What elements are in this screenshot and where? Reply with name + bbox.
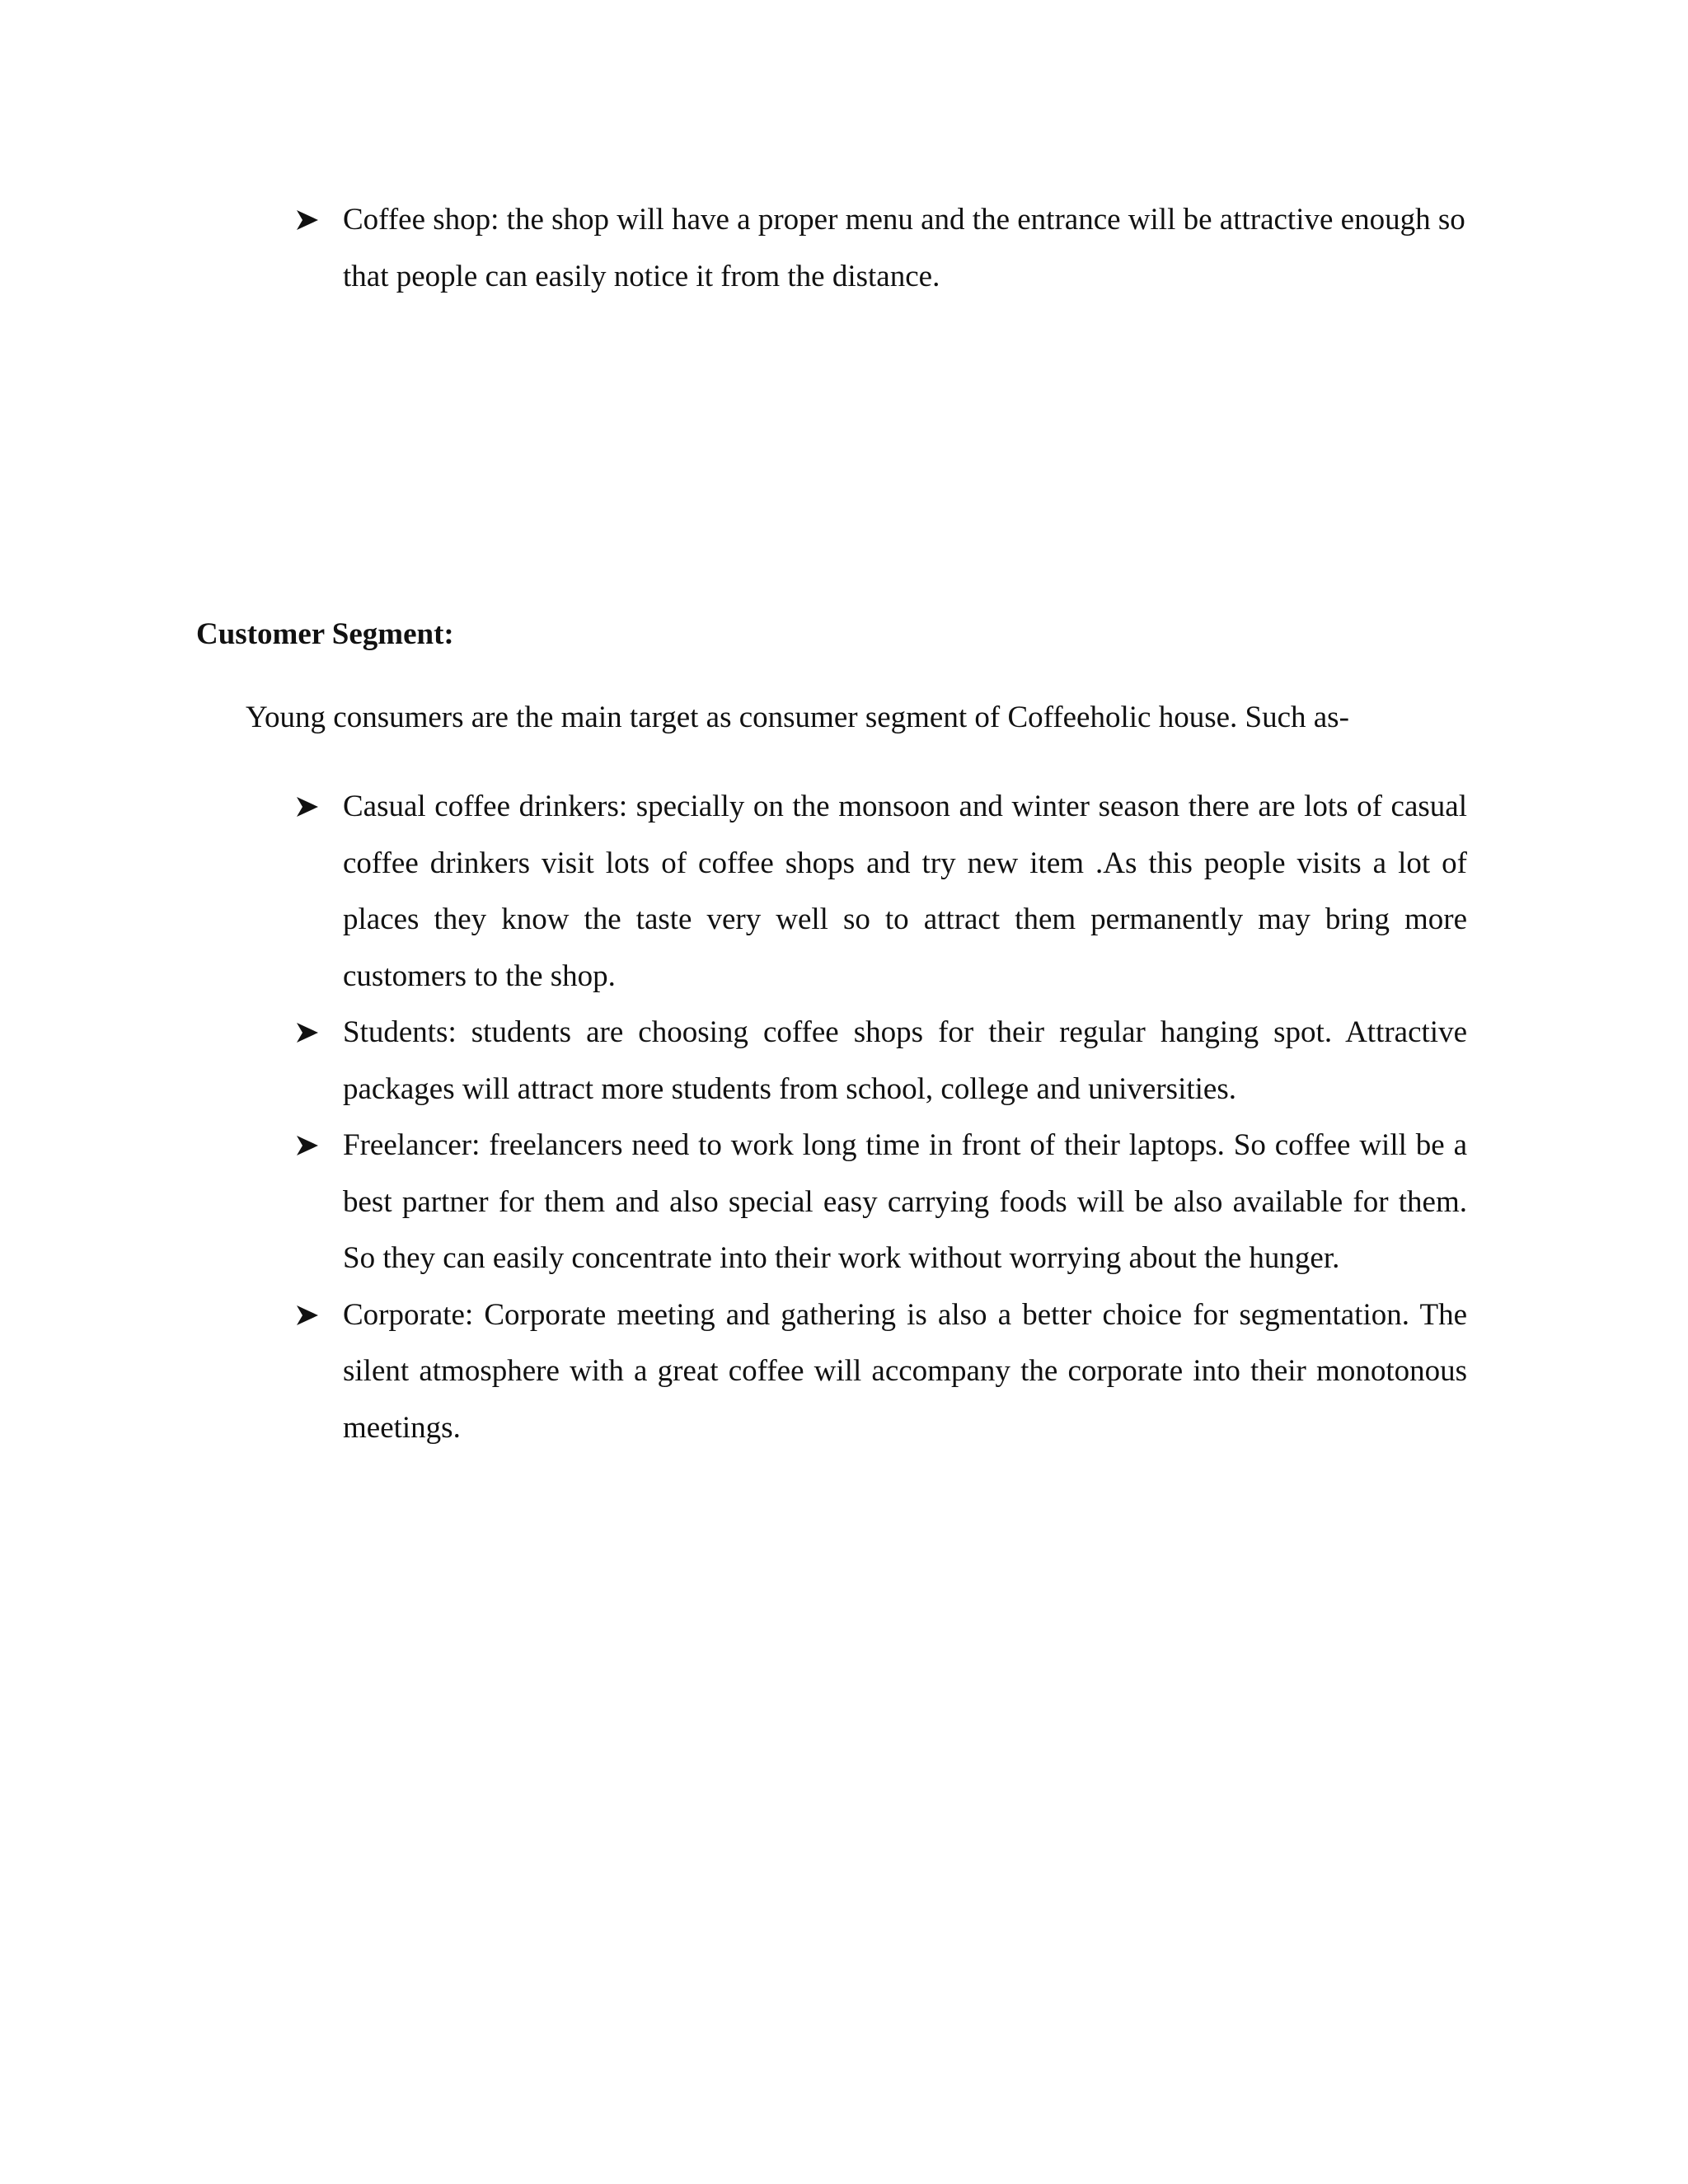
- list-item-text: Corporate: Corporate meeting and gathering is also a better choice for segmentation. The silent atmosphere with a great coffee will accompany the corporate into their monotonous meetings.: [343, 1297, 1467, 1445]
- section-intro: Young consumers are the main target as consumer segment of Coffeeholic house. Such as-: [246, 701, 1349, 734]
- customer-segment-list: [295, 779, 1467, 1456]
- arrowhead-bullet-icon: [295, 1133, 320, 1158]
- list-item-text: Casual coffee drinkers: specially on the monsoon and winter season there are lots of casual coffee drinkers visit lots of coffee shops and try new item .As this people visits a lot of places they know the taste very well so to attract them permanently may bring more customers to the shop.: [343, 790, 1467, 993]
- arrowhead-bullet-icon: [295, 794, 320, 819]
- list-item-text: Coffee shop: the shop will have a proper menu and the entrance will be attractive enough so that people can easily notice it from the distance.: [343, 203, 1465, 293]
- section-heading: Customer Segment:: [196, 617, 454, 651]
- list-item: [295, 779, 1467, 1005]
- list-item: [295, 1005, 1467, 1118]
- arrowhead-bullet-icon: [295, 208, 320, 232]
- arrowhead-bullet-icon: [295, 1303, 320, 1328]
- list-item: [295, 1118, 1467, 1287]
- list-item: [295, 1287, 1467, 1457]
- list-item-text: Students: students are choosing coffee shops for their regular hanging spot. Attractive packages will attract more students from school, college and universities.: [343, 1015, 1467, 1106]
- arrowhead-bullet-icon: [295, 1020, 320, 1045]
- list-item: [295, 192, 1467, 305]
- coffee-shop-list: [295, 192, 1467, 305]
- list-item-text: Freelancer: freelancers need to work long time in front of their laptops. So coffee will be a best partner for them and also special easy carrying foods will be also available for them. So they can easily concentrate into their work without worrying about the hunger.: [343, 1128, 1467, 1275]
